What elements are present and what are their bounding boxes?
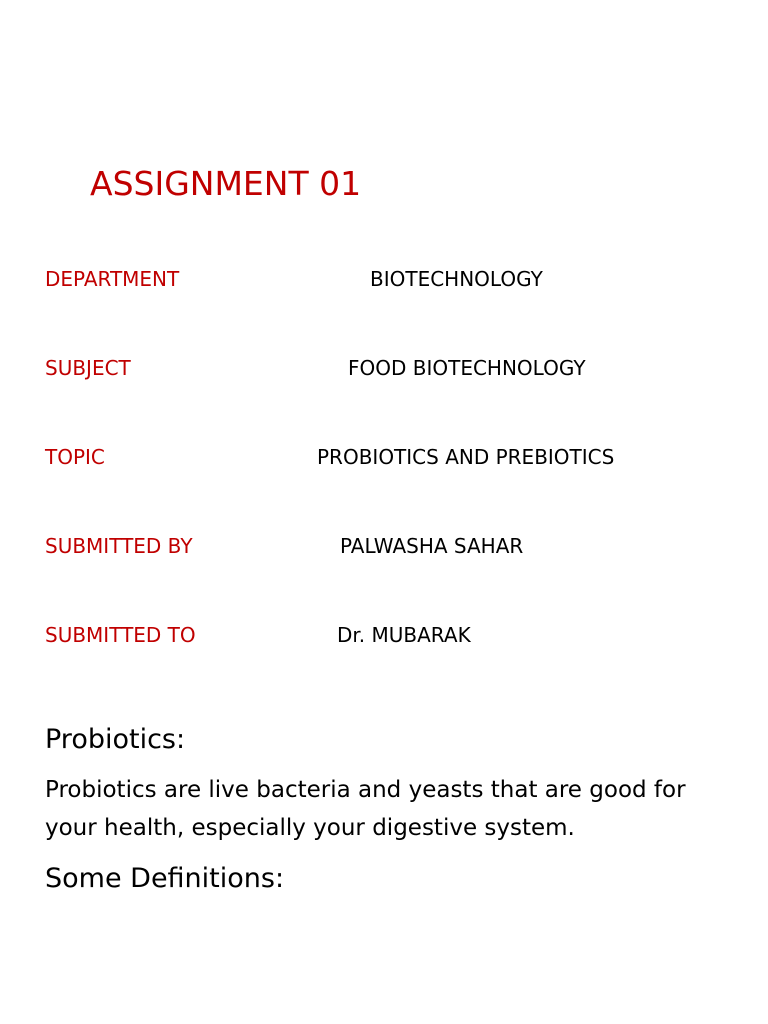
field-label-submitted-by: SUBMITTED BY [45, 534, 193, 558]
field-value-subject: FOOD BIOTECHNOLOGY [348, 356, 586, 380]
section-heading-definitions: Some Definitions: [45, 863, 285, 894]
section-body-probiotics: Probiotics are live bacteria and yeasts that are good for your health, especially your digestive system. [45, 777, 686, 841]
field-label-department: DEPARTMENT [45, 267, 180, 291]
field-label-submitted-to: SUBMITTED TO [45, 623, 196, 647]
section-heading-probiotics: Probiotics: [45, 724, 186, 755]
field-value-submitted-by: PALWASHA SAHAR [340, 534, 524, 558]
field-value-department: BIOTECHNOLOGY [370, 267, 543, 291]
field-value-topic: PROBIOTICS AND PREBIOTICS [317, 445, 615, 469]
field-value-submitted-to: Dr. MUBARAK [337, 623, 471, 647]
field-label-subject: SUBJECT [45, 356, 131, 380]
field-label-topic: TOPIC [45, 445, 105, 469]
assignment-title: ASSIGNMENT 01 [90, 164, 362, 203]
